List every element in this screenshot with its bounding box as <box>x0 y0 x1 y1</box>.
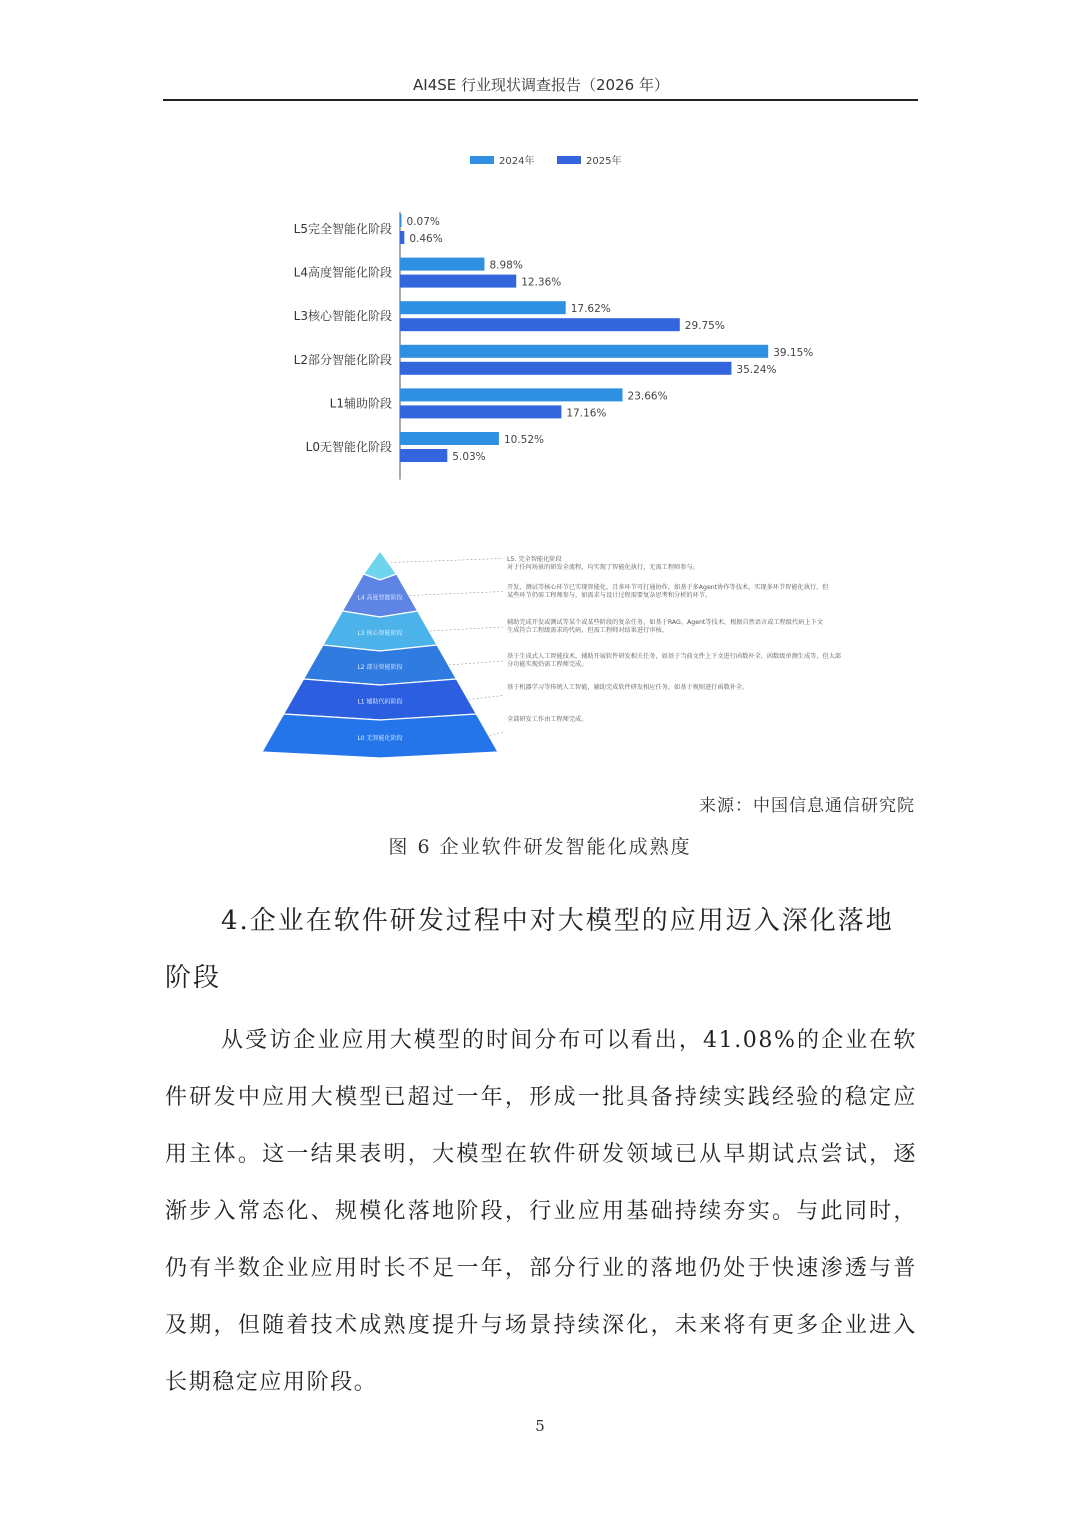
bar-value-label: 35.24% <box>736 363 777 376</box>
bar-value-label: 0.46% <box>409 233 443 245</box>
bar-2024 <box>400 214 402 227</box>
leader-line <box>489 732 503 736</box>
bar-2025 <box>400 318 680 331</box>
pyramid-desc-title: L5. 完全智能化阶段 <box>507 556 562 563</box>
legend-label-1: 2025年 <box>586 156 622 167</box>
body-paragraph: 从受访企业应用大模型的时间分布可以看出，41.08%的企业在软件研发中应用大模型已超过一年，形成一批具备持续实践经验的稳定应用主体。这一结果表明，大模型在软件研发领域已从早期试点尝试，逐渐步入常态化、规模化落地阶段，行业应用基础持续夯实。与此同时，仍有半数企业应用时长不足一年，部分行业的落地仍处于快速渗透与普及期，但随着技术成熟度提升与场景持续深化，未来将有更多企业进入长期稳定应用阶段。 <box>165 1028 917 1395</box>
header-rule <box>163 99 918 101</box>
page-number: 5 <box>535 1417 545 1435</box>
leader-line <box>409 592 503 596</box>
section-heading: 4.企业在软件研发过程中对大模型的应用迈入深化落地阶段 <box>165 906 894 993</box>
bar-value-label: 39.15% <box>773 346 814 359</box>
pyramid-desc-line: 基于生成式人工智能技术，辅助开展软件研发相关任务，如基于当前文件上下文进行函数补全、函数级单测生成等，但大部 <box>507 653 842 660</box>
bar-2024 <box>400 388 623 401</box>
pyramid-tier-label: L0 无智能化阶段 <box>357 735 403 742</box>
bar-2025 <box>400 275 516 288</box>
category-label: L0无智能化阶段 <box>305 440 392 454</box>
category-label: L3核心智能化阶段 <box>293 309 392 324</box>
bar-value-label: 17.16% <box>566 407 607 420</box>
category-label: L2部分智能化阶段 <box>293 352 392 367</box>
category-label: L4高度智能化阶段 <box>293 265 392 280</box>
pyramid-tier-label: L4 高度智能阶段 <box>357 594 403 602</box>
bar-2025 <box>400 231 404 244</box>
pyramid-desc-line: 某些环节仍需工程师参与，如需求与设计过程需要复杂思考和分析的环节。 <box>507 592 712 599</box>
bar-2025 <box>400 362 731 375</box>
leader-line <box>469 696 503 700</box>
pyramid-tier-label: L2 部分智能阶段 <box>357 664 403 671</box>
bar-value-label: 17.62% <box>570 303 611 316</box>
legend-swatch-1 <box>557 156 581 164</box>
pyramid-desc-line: 对于任何场景的研发全流程，均实现了智能化执行，无需工程师参与。 <box>507 564 699 571</box>
pyramid-desc-line: 分功能实现仍需工程师完成。 <box>507 661 588 668</box>
figure-caption: 图 6 企业软件研发智能化成熟度 <box>388 836 692 858</box>
bar-2024 <box>400 258 484 271</box>
bar-value-label: 23.66% <box>627 390 668 403</box>
bar-2025 <box>400 405 561 418</box>
pyramid-desc-line: 开发、测试等核心环节已实现智能化，且多环节可打通协作，如基于多Agent协作等技术，实现多环节智能化执行，但 <box>507 584 829 591</box>
bar-2024 <box>400 432 499 445</box>
bar-2024 <box>400 345 768 358</box>
category-label: L5完全智能化阶段 <box>293 222 392 236</box>
pyramid-desc-line: 生成符合工程级需求的代码，但需工程师对结果进行审核。 <box>507 627 668 634</box>
leader-line <box>449 661 503 665</box>
bar-value-label: 5.03% <box>452 451 486 463</box>
maturity-bar-chart <box>270 140 830 500</box>
legend-swatch-0 <box>470 156 494 164</box>
pyramid-desc-line: 基于机器学习等传统人工智能，辅助完成软件研发相应任务，如基于规则进行函数补全。 <box>507 684 749 691</box>
leader-line <box>430 627 503 631</box>
page-header: AI4SE 行业现状调查报告（2026 年） <box>413 76 669 94</box>
pyramid-tier-label: L1 辅助代码阶段 <box>357 698 403 706</box>
bar-2024 <box>400 301 566 314</box>
bar-value-label: 29.75% <box>684 320 725 333</box>
category-label: L1辅助阶段 <box>329 396 392 411</box>
legend-label-0: 2024年 <box>499 156 535 167</box>
leader-line <box>391 559 503 563</box>
pyramid-tier-label: L3 核心智能阶段 <box>357 630 403 637</box>
pyramid-desc-line: 辅助完成开发或测试等某个或某些阶段的复杂任务，如基于RAG、Agent等技术，根据自然语言或工程级代码上下文 <box>507 619 823 626</box>
bar-2025 <box>400 449 447 462</box>
bar-value-label: 12.36% <box>521 276 562 289</box>
bar-value-label: 8.98% <box>489 259 523 272</box>
bar-value-label: 10.52% <box>503 434 544 446</box>
bar-value-label: 0.07% <box>406 216 440 228</box>
figure-source: 来源：中国信息通信研究院 <box>699 796 915 816</box>
maturity-pyramid <box>255 545 845 770</box>
pyramid-desc-line: 全部研发工作由工程师完成。 <box>507 716 588 723</box>
